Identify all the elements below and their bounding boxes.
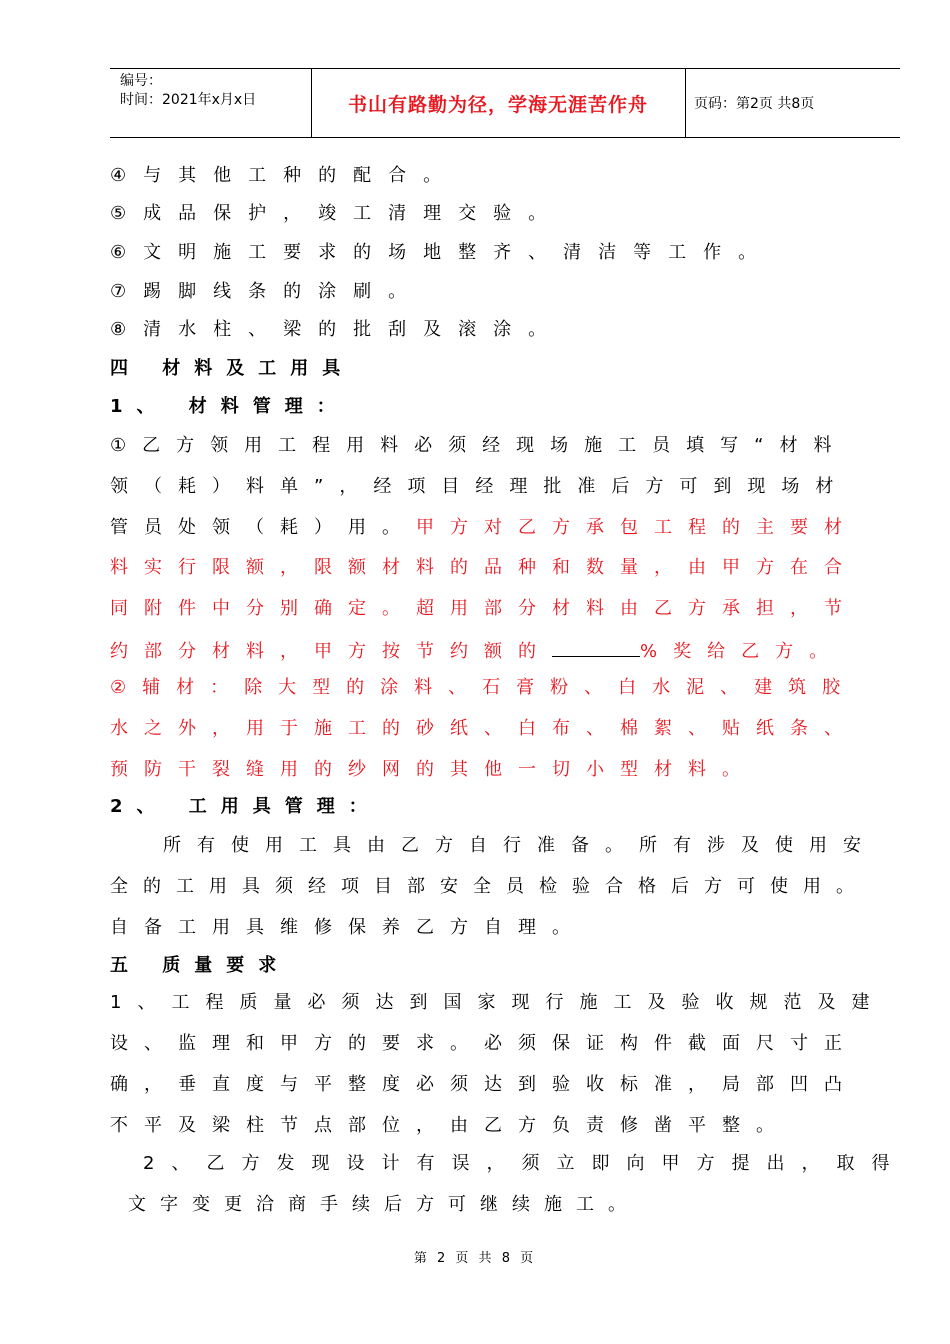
paragraph-line: [110, 515, 858, 541]
list-item: ⑤成品保护，竣工清理交验。: [110, 203, 564, 224]
highlighted-text: 约部分材料，甲方按节约额的: [110, 641, 552, 662]
highlighted-line: 同附件中分别确定。超用部分材料由乙方承担，节: [110, 598, 858, 619]
list-item: ⑥文明施工要求的场地整齐、清洁等工作。: [110, 242, 774, 263]
highlighted-line: 料实行限额，限额材料的品种和数量，由甲方在合: [110, 557, 858, 578]
paragraph-line: 不平及梁柱节点部位，由乙方负责修凿平整。: [110, 1115, 790, 1136]
page-footer: 第 2 页 共 8 页: [413, 1251, 537, 1266]
list-item: ⑧清水柱、梁的批刮及滚涂。: [110, 319, 564, 340]
header-meta: [120, 72, 256, 110]
paragraph-line: 全的工用具须经项目部安全员检验合格后方可使用。: [110, 876, 869, 897]
paragraph-line: 设、监理和甲方的要求。必须保证构件截面尺寸正: [110, 1033, 858, 1054]
section-heading: 四 材料及工用具: [110, 358, 355, 379]
paragraph-line: 确，垂直度与平整度必须达到验收标准，局部凹凸: [110, 1074, 858, 1095]
highlighted-text: %奖给乙方。: [640, 641, 844, 662]
paragraph-line: 领（耗）料单”，经项目经理批准后方可到现场材: [110, 476, 850, 497]
paragraph-line: 所有使用工具由乙方自行准备。所有涉及使用安: [163, 835, 877, 856]
document-date: 时间：2021年x月x日: [120, 92, 257, 108]
highlighted-line: ②辅材：除大型的涂料、石膏粉、白水泥、建筑胶: [110, 677, 857, 698]
paragraph-line: 1、工程质量必须达到国家现行施工及验收规范及建: [110, 992, 886, 1013]
paragraph-line: 自备工用具维修保养乙方自理。: [110, 917, 586, 938]
document-number: 编号：: [120, 73, 162, 89]
section-heading: 五 质量要求: [110, 955, 291, 976]
subsection-heading: 2、 工用具管理：: [110, 796, 381, 817]
paragraph-line: 2、乙方发现设计有误，须立即向甲方提出，取得: [143, 1153, 907, 1174]
header-page-number: 页码：第2页 共8页: [694, 96, 815, 112]
highlighted-line: 水之外，用于施工的砂纸、白布、棉絮、贴纸条、: [110, 718, 858, 739]
list-item: ④与其他工种的配合。: [110, 165, 459, 186]
paragraph-line: ①乙方领用工程用料必须经现场施工员填写“材料: [110, 435, 848, 456]
list-item: ⑦踢脚线条的涂刷。: [110, 281, 424, 302]
header-divider: [685, 69, 686, 137]
fill-in-blank: [552, 636, 640, 657]
header-motto: 书山有路勤为径，学海无涯苦作舟: [347, 93, 648, 116]
highlighted-line: [110, 636, 843, 662]
page-header: [110, 68, 900, 138]
paragraph-line: 文字变更洽商手续后方可继续施工。: [128, 1194, 640, 1215]
paragraph-text: 管员处领（耗）用。: [110, 517, 416, 538]
highlighted-text: 甲方对乙方承包工程的主要材: [416, 517, 858, 538]
subsection-heading: 1、 材料管理：: [110, 396, 349, 417]
highlighted-line: 预防干裂缝用的纱网的其他一切小型材料。: [110, 759, 756, 780]
